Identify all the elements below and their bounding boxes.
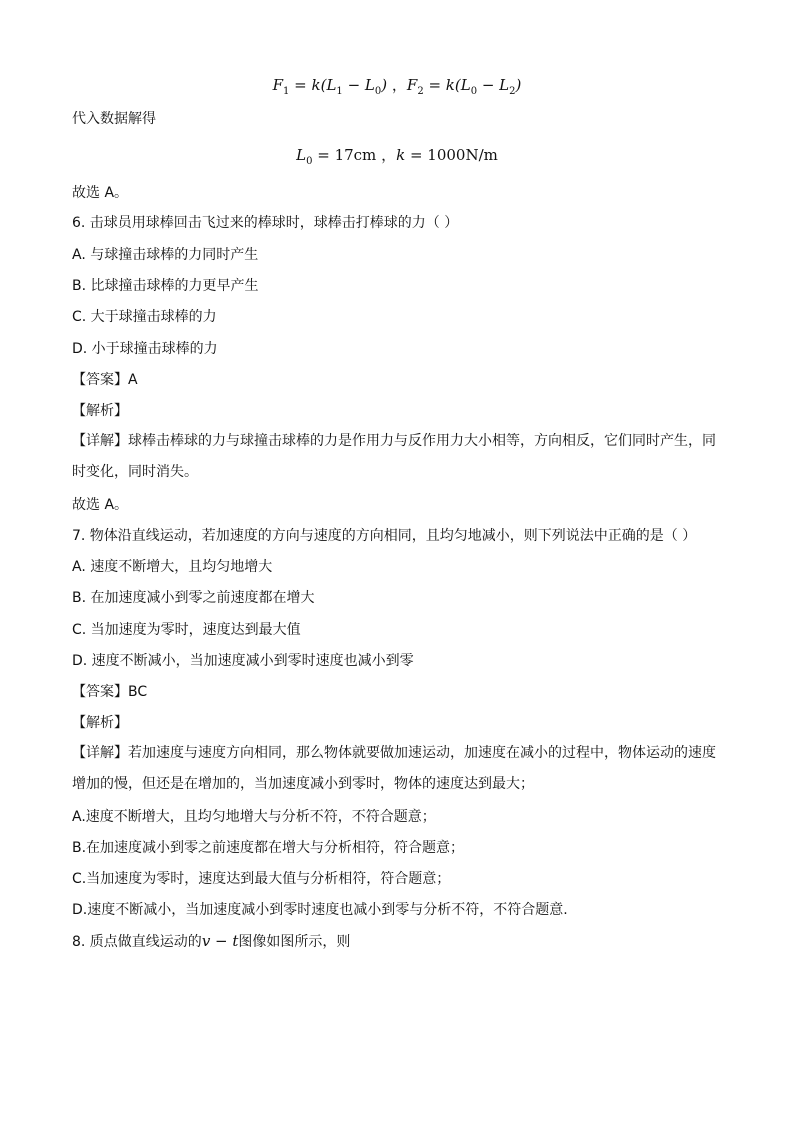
text-substitute: 代入数据解得 — [72, 111, 156, 127]
question-7-option-d: D. 速度不断减小，当加速度减小到零时速度也减小到零 — [72, 653, 414, 669]
formula-separator: ， — [376, 146, 397, 164]
formula-part: − L — [477, 76, 510, 94]
question-6-answer: 【答案】A — [72, 372, 138, 388]
question-7-option-c: C. 当加速度为零时，速度达到最大值 — [72, 622, 301, 638]
formula-part: − L — [342, 76, 375, 94]
formula-value: = 17cm — [312, 146, 377, 164]
formula-result — [0, 146, 794, 171]
question-8-suffix: 图像如图所示，则 — [238, 934, 351, 950]
question-6-option-d: D. 小于球撞击球棒的力 — [72, 341, 218, 357]
question-7-option-b: B. 在加速度减小到零之前速度都在增大 — [72, 590, 315, 606]
question-8-stem — [72, 932, 350, 951]
question-7-answer: 【答案】BC — [72, 684, 148, 700]
question-6-option-c: C. 大于球撞击球棒的力 — [72, 309, 217, 325]
formula-subscript: 0 — [374, 86, 382, 97]
formula-part: = k(L — [423, 76, 471, 94]
formula-value: = 1000N/m — [405, 146, 498, 164]
question-6-option-b: B. 比球撞击球棒的力更早产生 — [72, 278, 259, 294]
formula-subscript: 2 — [509, 86, 516, 97]
question-7-note-a: A.速度不断增大，且均匀地增大与分析不符，不符合题意； — [72, 809, 436, 825]
question-7-detail: 【详解】若加速度与速度方向相同，那么物体就要做加速运动，加速度在减小的过程中，物体运动的速度增加的慢，但还是在增加的，当加速度减小到零时，物体的速度达到最大； — [72, 745, 716, 792]
question-6-option-a: A. 与球撞击球棒的力同时产生 — [72, 247, 259, 263]
formula-subscript: 1 — [336, 86, 343, 97]
formula-part: ) — [381, 76, 388, 94]
question-8-graph-label: v − t — [201, 932, 239, 950]
question-7-note-d: D.速度不断减小，当加速度减小到零时速度也减小到零与分析不符，不符合题意. — [72, 902, 568, 918]
formula-part: ) — [515, 76, 522, 94]
formula-subscript: 0 — [306, 156, 313, 167]
question-6-stem: 6. 击球员用球棒回击飞过来的棒球时，球棒击打棒球的力（ ） — [72, 215, 459, 231]
formula-subscript: 1 — [283, 86, 290, 97]
question-7-stem: 7. 物体沿直线运动，若加速度的方向与速度的方向相同，且均匀地减小，则下列说法中正确的是（ ） — [72, 528, 697, 544]
formula-subscript: 0 — [470, 86, 478, 97]
formula-spring-forces — [0, 76, 794, 101]
formula-part: = k(L — [289, 76, 337, 94]
question-6-conclusion: 故选 A。 — [72, 497, 129, 513]
formula-symbol: k — [396, 146, 406, 164]
question-7-note-b: B.在加速度减小到零之前速度都在增大与分析相符，符合题意； — [72, 840, 465, 856]
formula-subscript: 2 — [417, 86, 424, 97]
question-6-detail: 【详解】球棒击棒球的力与球撞击球棒的力是作用力与反作用力大小相等，方向相反，它们同时产生，同时变化，同时消失。 — [72, 433, 716, 480]
question-7-analysis-heading: 【解析】 — [72, 715, 128, 731]
formula-symbol: L — [296, 146, 307, 164]
question-7-note-c: C.当加速度为零时，速度达到最大值与分析相符，符合题意； — [72, 871, 451, 887]
formula-symbol: F — [272, 76, 284, 94]
question-7-option-a: A. 速度不断增大，且均匀地增大 — [72, 559, 273, 575]
formula-symbol: F — [406, 76, 418, 94]
question-8-prefix: 8. 质点做直线运动的 — [72, 934, 202, 950]
question-6-analysis-heading: 【解析】 — [72, 403, 128, 419]
conclusion-q5: 故选 A。 — [72, 185, 129, 201]
formula-separator: ， — [387, 76, 407, 94]
